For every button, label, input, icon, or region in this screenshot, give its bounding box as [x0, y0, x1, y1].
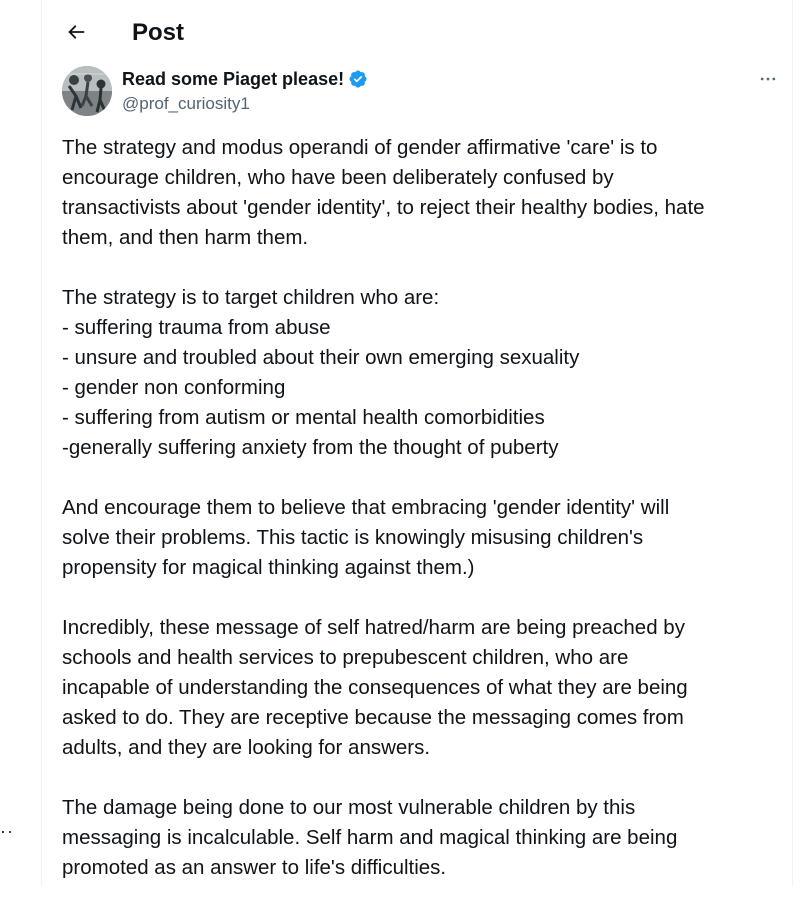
more-horizontal-icon — [758, 69, 778, 89]
post-line: Incredibly, these message of self hatred/harm are being preached by — [62, 616, 685, 639]
author-handle[interactable]: @prof_curiosity1 — [122, 94, 250, 113]
post-list-item: -generally suffering anxiety from the thought of puberty — [62, 436, 559, 459]
avatar[interactable] — [62, 66, 112, 116]
post-line: incapable of understanding the consequences of what they are being — [62, 676, 688, 699]
post-paragraph — [62, 133, 772, 253]
post-line: solve their problems. This tactic is knowingly misusing children's — [62, 526, 644, 549]
post-list-item: - unsure and troubled about their own emerging sexuality — [62, 346, 580, 369]
post-list-item: - suffering from autism or mental health comorbidities — [62, 406, 545, 429]
post-paragraph — [62, 493, 772, 583]
post-paragraph — [62, 613, 772, 763]
author-display-name[interactable]: Read some Piaget please! — [122, 69, 345, 89]
post-line: And encourage them to believe that embracing 'gender identity' will — [62, 496, 670, 519]
post-line: transactivists about 'gender identity', to reject their healthy bodies, hate — [62, 196, 705, 219]
left-gutter — [0, 0, 41, 886]
post-list-item: - gender non conforming — [62, 376, 286, 399]
back-button[interactable] — [58, 14, 94, 50]
post-line: encourage children, who have been deliberately confused by — [62, 166, 614, 189]
post-line: schools and health services to prepubescent children, who are — [62, 646, 629, 669]
post-line: promoted as an answer to life's difficulties. — [62, 856, 447, 879]
avatar-image — [62, 66, 112, 116]
post-line: adults, and they are looking for answers. — [62, 736, 431, 759]
post-line: The strategy and modus operandi of gender affirmative 'care' is to — [62, 136, 658, 159]
post-list-item: - suffering trauma from abuse — [62, 316, 331, 339]
page-title: Post — [132, 19, 185, 46]
post-paragraph — [62, 793, 772, 883]
post-line: propensity for magical thinking against them.) — [62, 556, 475, 579]
author-name-row[interactable] — [122, 68, 368, 90]
post-text — [62, 133, 772, 913]
post-header — [42, 0, 792, 64]
post-column — [41, 0, 793, 886]
post-line: The damage being done to our most vulnerable children by this — [62, 796, 636, 819]
verified-badge-icon — [348, 69, 368, 89]
post-line: The strategy is to target children who are: — [62, 286, 440, 309]
post-paragraph — [62, 283, 772, 463]
more-options-button[interactable] — [755, 66, 781, 92]
post-author — [62, 66, 777, 122]
post-line: asked to do. They are receptive because the messaging comes from — [62, 706, 684, 729]
left-more-dots[interactable]: ·· — [0, 821, 14, 841]
post-line: them, and then harm them. — [62, 226, 309, 249]
post-line: messaging is incalculable. Self harm and magical thinking are being — [62, 826, 678, 849]
arrow-left-icon — [65, 21, 87, 43]
